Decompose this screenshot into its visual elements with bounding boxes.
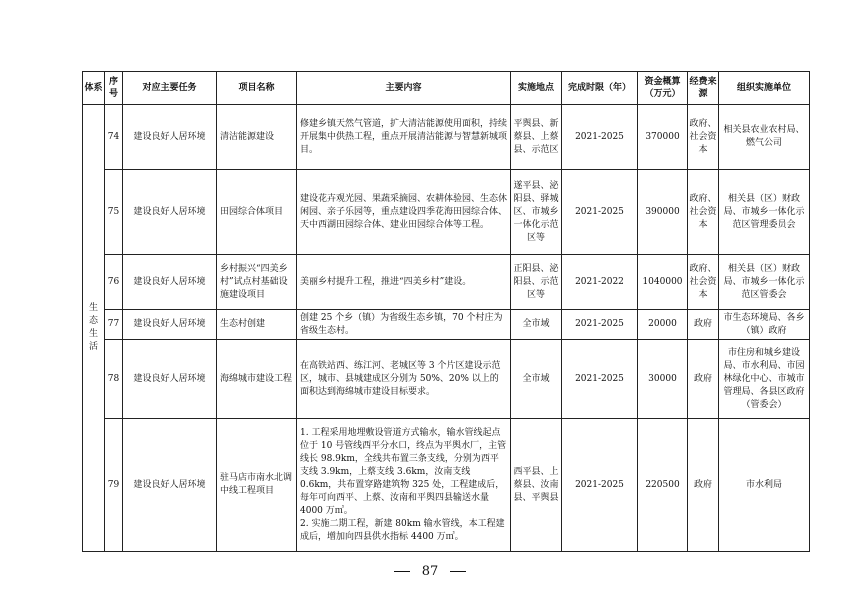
row-project-name: 乡村振兴“四美乡村”试点村基础设施建设项目 (217, 255, 297, 310)
row-project-name: 田园综合体项目 (217, 170, 297, 255)
row-period: 2021-2025 (562, 419, 638, 552)
header-cell: 组织实施单位 (719, 72, 810, 105)
page-footer (0, 563, 860, 581)
footer-dash-left (394, 571, 410, 572)
row-period: 2021-2025 (562, 310, 638, 340)
row-funds: 370000 (638, 105, 688, 170)
row-task: 建设良好人居环境 (123, 419, 217, 552)
project-table (82, 71, 810, 552)
row-source: 政府、社会资本 (688, 255, 719, 310)
table-row (83, 255, 810, 310)
row-location: 西平县、上蔡县、汝南县、平舆县 (511, 419, 562, 552)
header-cell: 资金概算（万元） (638, 72, 688, 105)
row-project-name: 生态村创建 (217, 310, 297, 340)
row-funds: 390000 (638, 170, 688, 255)
row-funds: 1040000 (638, 255, 688, 310)
row-location: 全市域 (511, 310, 562, 340)
row-period: 2021-2025 (562, 340, 638, 419)
row-number: 78 (105, 340, 123, 419)
row-number: 79 (105, 419, 123, 552)
row-unit: 市水利局 (719, 419, 810, 552)
row-unit: 相关县（区）财政局、市城乡一体化示范区管委会 (719, 255, 810, 310)
row-source: 政府 (688, 419, 719, 552)
row-funds: 220500 (638, 419, 688, 552)
row-content: 修建乡镇天然气管道，扩大清洁能源使用面积，持续开展集中供热工程，重点开展清洁能源与智慧新城项目。 (297, 105, 511, 170)
row-source: 政府 (688, 310, 719, 340)
row-number: 75 (105, 170, 123, 255)
row-project-name: 驻马店市南水北调中线工程项目 (217, 419, 297, 552)
table-row (83, 419, 810, 552)
row-project-name: 海绵城市建设工程 (217, 340, 297, 419)
row-location: 平舆县、新蔡县、上蔡县、示范区 (511, 105, 562, 170)
header-cell: 项目名称 (217, 72, 297, 105)
row-content (297, 419, 511, 552)
row-project-name: 清洁能源建设 (217, 105, 297, 170)
row-content-part2: 2. 实施二期工程，新建 80km 输水管线，本工程建成后，增加向四县供水指标 4400 万㎥。 (300, 518, 505, 542)
row-content: 在高铁站西、练江河、老城区等 3 个片区建设示范区，城市、县城建成区分别为 50%、20% 以上的面积达到海绵城市建设目标要求。 (297, 340, 511, 419)
header-cell: 实施地点 (511, 72, 562, 105)
footer-dash-right (450, 571, 466, 572)
row-location: 全市域 (511, 340, 562, 419)
row-task: 建设良好人居环境 (123, 255, 217, 310)
row-funds: 20000 (638, 310, 688, 340)
row-task: 建设良好人居环境 (123, 310, 217, 340)
row-task: 建设良好人居环境 (123, 105, 217, 170)
header-cell: 主要内容 (297, 72, 511, 105)
row-task: 建设良好人居环境 (123, 340, 217, 419)
header-cell: 序号 (105, 72, 123, 105)
row-number: 77 (105, 310, 123, 340)
header-cell: 对应主要任务 (123, 72, 217, 105)
row-unit: 相关县（区）财政局、市城乡一体化示范区管理委员会 (719, 170, 810, 255)
row-unit: 市生态环境局、各乡（镇）政府 (719, 310, 810, 340)
row-location: 正阳县、泌阳县、示范区等 (511, 255, 562, 310)
row-period: 2021-2022 (562, 255, 638, 310)
row-period: 2021-2025 (562, 170, 638, 255)
row-content: 美丽乡村提升工程，推进“四美乡村”建设。 (297, 255, 511, 310)
header-cell: 体系 (83, 72, 105, 105)
row-source: 政府、社会资本 (688, 105, 719, 170)
system-cell (83, 105, 105, 552)
row-number: 74 (105, 105, 123, 170)
row-content: 建设花卉观光园、果蔬采摘园、农耕体验园、生态休闲园、亲子乐园等，重点建设四季花海田园综合体、天中西湖田园综合体、建业田园综合体等工程。 (297, 170, 511, 255)
header-cell: 经费来源 (688, 72, 719, 105)
page-number: 87 (421, 564, 439, 579)
row-location: 遂平县、泌阳县、驿城区、市城乡一体化示范区等 (511, 170, 562, 255)
row-number: 76 (105, 255, 123, 310)
row-unit: 市住房和城乡建设局、市水利局、市园林绿化中心、市城市管理局、各县区政府（管委会） (719, 340, 810, 419)
table-row (83, 170, 810, 255)
row-content: 创建 25 个乡（镇）为省级生态乡镇，70 个村庄为省级生态村。 (297, 310, 511, 340)
row-task: 建设良好人居环境 (123, 170, 217, 255)
header-row (83, 72, 810, 105)
system-label: 生 态 生 活 (88, 303, 98, 352)
row-unit: 相关县农业农村局、燃气公司 (719, 105, 810, 170)
row-period: 2021-2025 (562, 105, 638, 170)
row-source: 政府 (688, 340, 719, 419)
header-cell: 完成时限（年） (562, 72, 638, 105)
table-row (83, 105, 810, 170)
row-funds: 30000 (638, 340, 688, 419)
row-content-part1: 1. 工程采用地埋敷设管道方式输水，输水管线起点位于 10 号管线西平分水口，终点为平舆水厂，主管线长 98.9km，全线共布置三条支线，分别为西平支线 3.9km，上蔡支线 3.6km，汝南支线 0.6km，共布置穿路建筑物 325 处，工程建成后，每年可向西平、上蔡、汝南和平舆四县输送水量 4000 万㎥。 (300, 427, 507, 516)
row-source: 政府、社会资本 (688, 170, 719, 255)
table-row (83, 310, 810, 340)
table-row (83, 340, 810, 419)
